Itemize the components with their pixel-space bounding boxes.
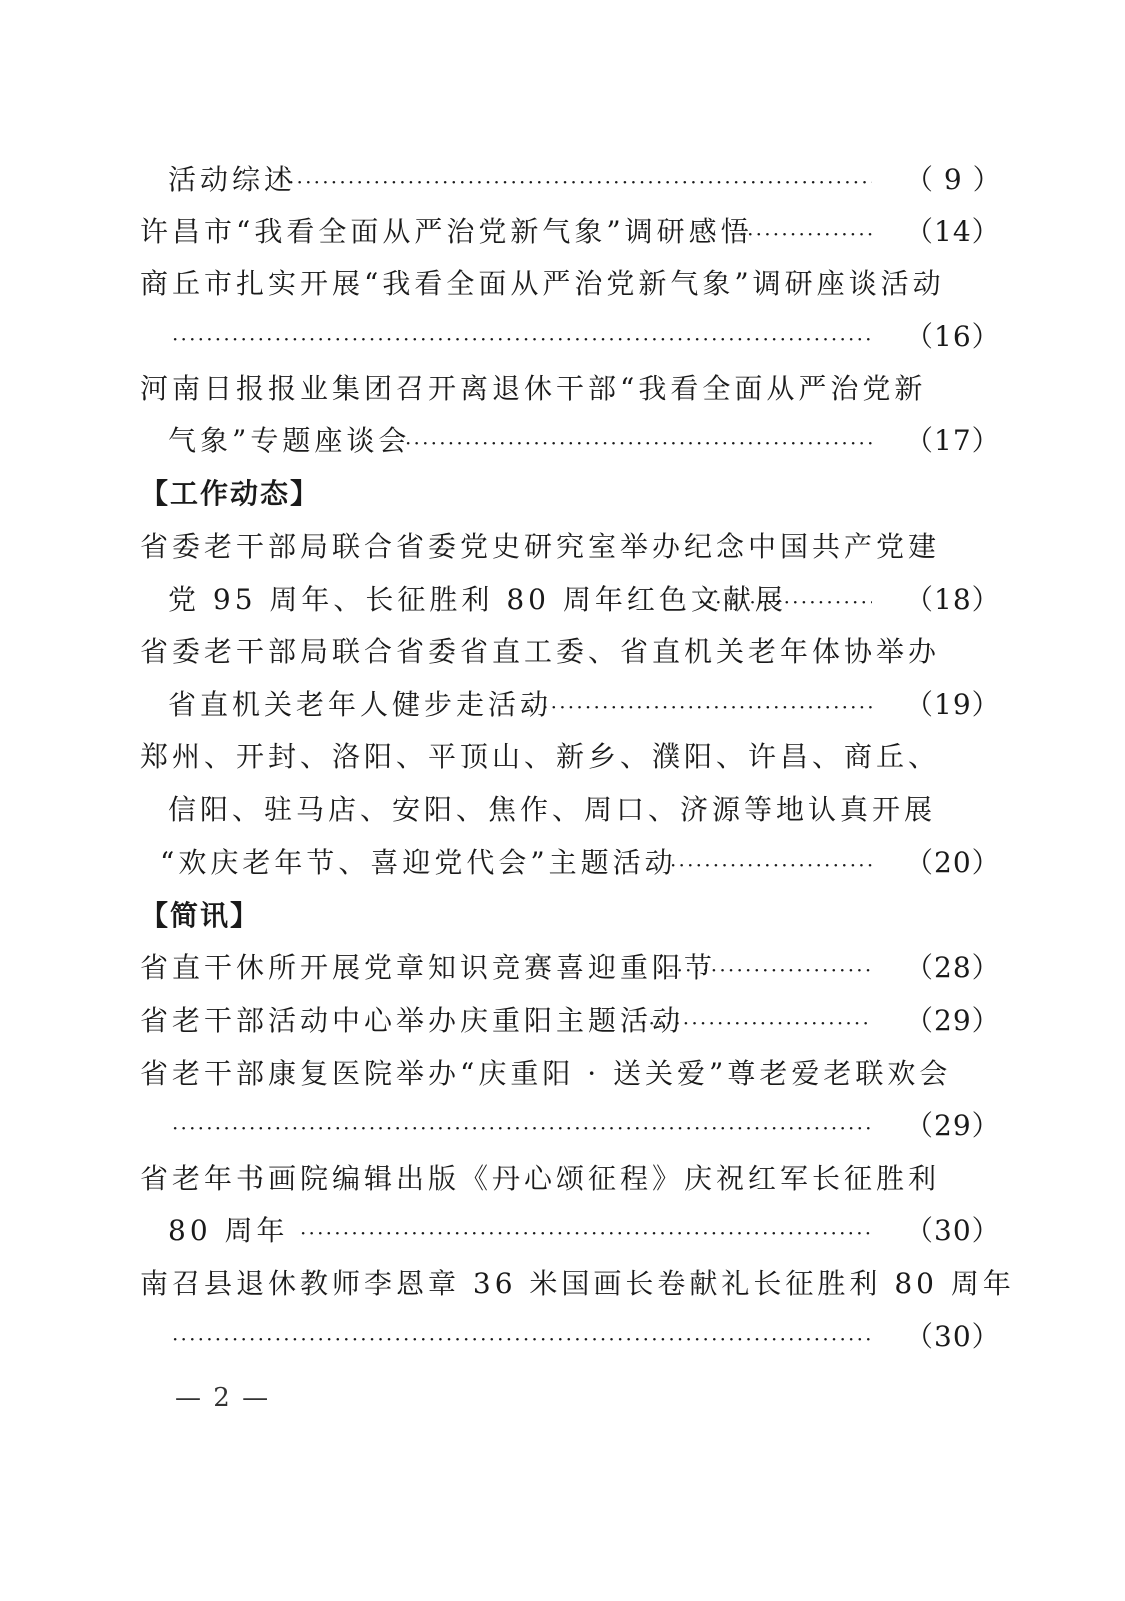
toc-entry-leader-row	[0, 421, 1125, 461]
dot-leader	[300, 1211, 872, 1251]
dot-leader	[172, 317, 872, 357]
toc-entry-leader-row	[0, 160, 1125, 200]
toc-entry-title: 省老年书画院编辑出版《丹心颂征程》庆祝红军长征胜利	[140, 1162, 941, 1195]
toc-page-number: （28）	[905, 951, 1001, 984]
dot-leader	[172, 1317, 872, 1357]
dot-leader	[670, 843, 872, 883]
toc-entry-title: 活动综述	[168, 163, 297, 196]
dot-leader	[288, 160, 872, 200]
dot-leader	[730, 212, 872, 252]
toc-entry-leader-row	[0, 212, 1125, 252]
toc-entry-title-continued: 省直机关老年人健步走活动	[168, 688, 553, 721]
dot-leader	[668, 948, 872, 988]
toc-entry-title: 省老干部康复医院举办“庆重阳 · 送关爱”尊老爱老联欢会	[140, 1057, 952, 1090]
toc-page-number: （30）	[905, 1214, 1001, 1247]
dot-leader	[640, 1001, 872, 1041]
toc-page-number: （29）	[905, 1109, 1001, 1142]
toc-entry-title: 省委老干部局联合省委党史研究室举办纪念中国共产党建	[140, 530, 941, 563]
toc-page-number: （17）	[905, 424, 1001, 457]
toc-entry-title: 河南日报报业集团召开离退休干部“我看全面从严治党新	[140, 372, 927, 405]
toc-entry-title-continued: “欢庆老年节、喜迎党代会”主题活动	[160, 846, 677, 879]
toc-entry-leader-row	[0, 1317, 1125, 1357]
toc-page-number: （19）	[905, 688, 1001, 721]
toc-entry-leader-row	[0, 948, 1125, 988]
dot-leader	[405, 421, 872, 461]
toc-page-number: （18）	[905, 583, 1001, 616]
toc-entry-title: 南召县退休教师李恩章 36 米国画长卷献礼长征胜利 80 周年	[140, 1267, 1015, 1300]
page-number-folio: — 2 —	[175, 1383, 271, 1413]
toc-entry-title-continued: 气象”专题座谈会	[168, 424, 411, 457]
dot-leader	[172, 1106, 872, 1146]
toc-page-number: （29）	[905, 1004, 1001, 1037]
toc-entry-title-continued: 信阳、驻马店、安阳、焦作、周口、济源等地认真开展	[168, 793, 937, 826]
toc-entry-title-continued: 80 周年	[168, 1214, 289, 1247]
toc-entry-title-continued: 党 95 周年、长征胜利 80 周年红色文献展	[168, 583, 787, 616]
toc-entry-leader-row	[0, 685, 1125, 725]
toc-entry-title: 许昌市“我看全面从严治党新气象”调研感悟	[140, 215, 753, 248]
toc-entry-leader-row	[0, 1211, 1125, 1251]
toc-entry-leader-row	[0, 580, 1125, 620]
toc-entry-title: 省委老干部局联合省委省直工委、省直机关老年体协举办	[140, 635, 941, 668]
section-heading-work-news: 【工作动态】	[140, 477, 321, 510]
toc-entry-title: 省直干休所开展党章知识竞赛喜迎重阳节	[140, 951, 717, 984]
toc-page-number: （30）	[905, 1320, 1001, 1353]
toc-page-number: （ 9 ）	[905, 163, 1002, 196]
toc-entry-leader-row	[0, 1106, 1125, 1146]
toc-page-number: （16）	[905, 320, 1001, 353]
dot-leader	[525, 685, 872, 725]
toc-entry-leader-row	[0, 843, 1125, 883]
toc-entry-title: 郑州、开封、洛阳、平顶山、新乡、濮阳、许昌、商丘、	[140, 740, 941, 773]
toc-entry-title: 省老干部活动中心举办庆重阳主题活动	[140, 1004, 685, 1037]
toc-entry-leader-row	[0, 317, 1125, 357]
section-heading-briefs: 【简讯】	[140, 899, 261, 932]
toc-entry-title: 商丘市扎实开展“我看全面从严治党新气象”调研座谈活动	[140, 267, 945, 300]
dot-leader	[698, 580, 872, 620]
toc-page-number: （20）	[905, 846, 1001, 879]
toc-page-number: （14）	[905, 215, 1001, 248]
toc-entry-leader-row	[0, 1001, 1125, 1041]
